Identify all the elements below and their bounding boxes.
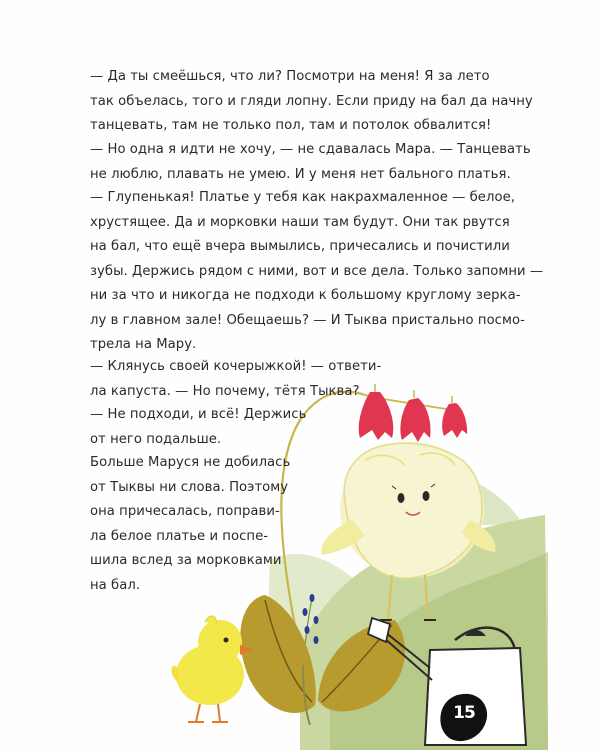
text-line: ла белое платье и поспе- xyxy=(90,528,269,544)
text-line: — Не подходи, и всё! Держись xyxy=(90,407,307,422)
text-line: шила вслед за морковками xyxy=(90,553,282,568)
text-line: не люблю, плавать не умею. И у меня нет бального платья. xyxy=(90,166,511,182)
text-line: трела на Мару. xyxy=(90,337,197,352)
paragraph-6 xyxy=(90,451,290,598)
text-line: лу в главном зале! Обещаешь? — И Тыква пристально посмо- xyxy=(90,312,525,328)
text-line: ни за что и никогда не подходи к большому круглому зерка- xyxy=(90,288,521,303)
text-line: зубы. Держись рядом с ними, вот и все дела. Только запомни — xyxy=(90,263,544,279)
paragraph-3 xyxy=(90,186,543,358)
text-line: — Да ты смеёшься, что ли? Посмотри на меня! Я за лето xyxy=(90,69,490,84)
text-line: от него подальше. xyxy=(90,431,222,447)
text-line: так объелась, того и гляди лопну. Если приду на бал да начну xyxy=(90,93,533,109)
text-line: ла капуста. — Но почему, тётя Тыква? xyxy=(90,383,360,399)
text-line: хрустящее. Да и морковки наши там будут. Они так рвутся xyxy=(90,214,510,230)
page-number: 15 xyxy=(453,703,475,723)
text-line: танцевать, там не только пол, там и потолок обвалится! xyxy=(90,118,492,133)
paragraph-2 xyxy=(90,138,531,187)
text-line: — Но одна я идти не хочу, — не сдавалась Мара. — Танцевать xyxy=(90,142,531,157)
paragraph-4 xyxy=(90,355,381,404)
yellow-chick xyxy=(172,616,253,722)
text-line: она причесалась, поправи- xyxy=(90,504,280,519)
paragraph-5 xyxy=(90,403,306,452)
text-line: на бал. xyxy=(90,577,141,593)
text-line: от Тыквы ни слова. Поэтому xyxy=(90,479,289,495)
paragraph-1 xyxy=(90,65,533,139)
text-line: на бал, что ещё вчера вымылись, причесались и почистили xyxy=(90,239,510,254)
text-line: Больше Маруся не добилась xyxy=(90,455,291,470)
text-line: — Глупенькая! Платье у тебя как накрахмаленное — белое, xyxy=(90,190,515,205)
text-line: — Клянусь своей кочерыжкой! — ответи- xyxy=(90,359,382,374)
